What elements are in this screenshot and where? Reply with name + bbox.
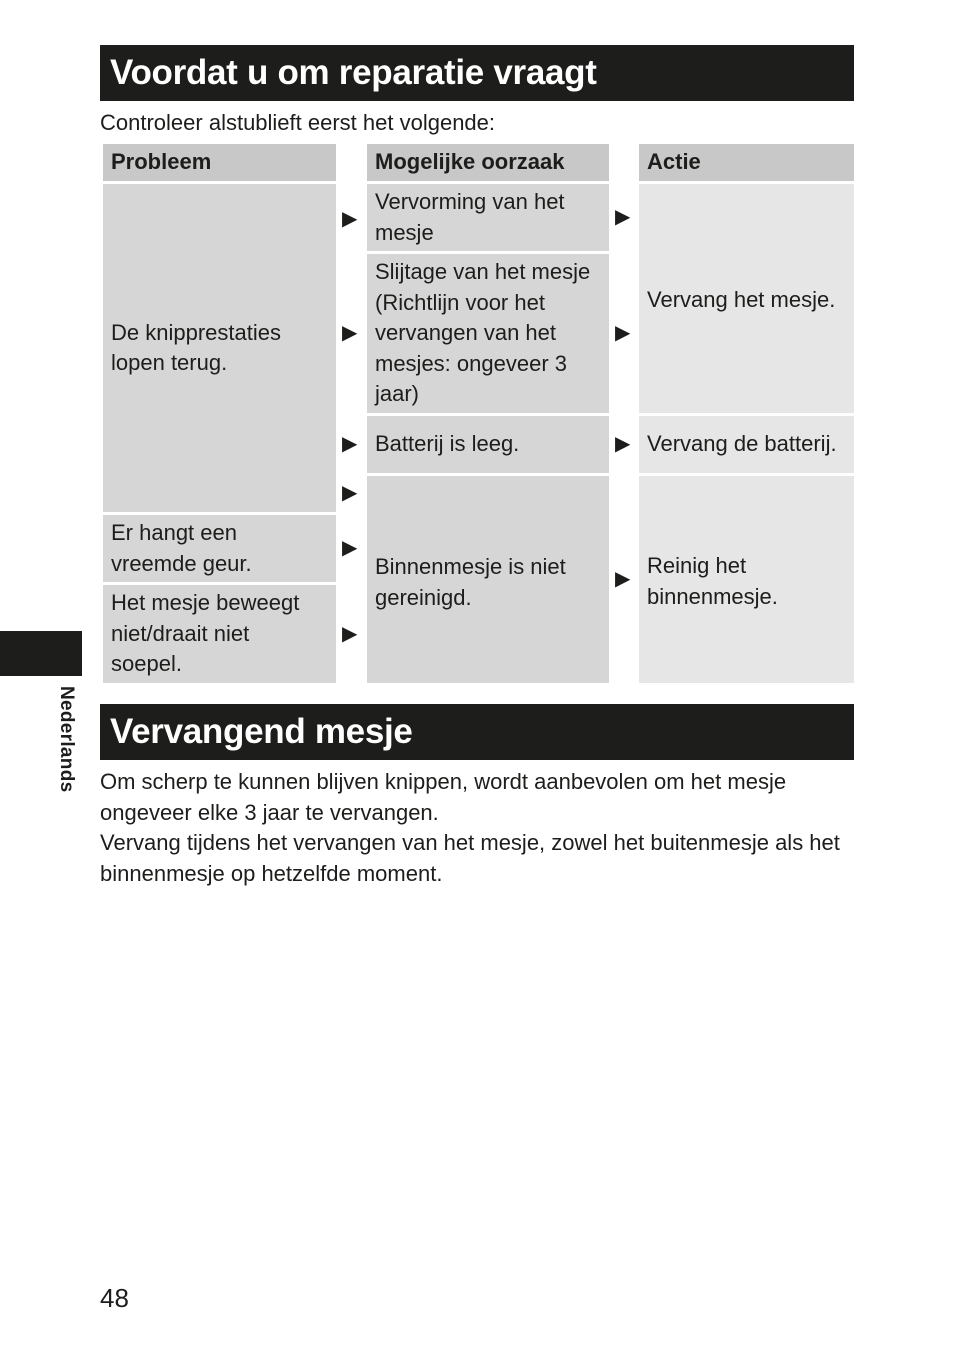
cause-text: Slijtage van het mesje (Richtlijn voor het vervangen van het mesjes: ongeveer 3 jaar) <box>375 259 591 407</box>
page-number: 48 <box>100 1283 129 1313</box>
problem-cell <box>103 585 336 683</box>
action-cell <box>639 416 854 473</box>
problem-text: Het mesje beweegt niet/draait niet soepel. <box>111 590 300 677</box>
arrow-right-icon: ▶ <box>342 208 358 230</box>
problem-text: De knipprestaties lopen terug. <box>111 319 281 375</box>
arrow-right-icon: ▶ <box>615 568 631 590</box>
arrow-right-icon: ▶ <box>615 206 631 228</box>
action-text: Reinig het binnenmesje. <box>647 553 778 609</box>
cause-cell <box>367 184 609 251</box>
arrow-right-icon: ▶ <box>342 537 358 559</box>
action-cell <box>639 476 854 683</box>
action-text: Vervang de batterij. <box>647 431 837 457</box>
header-cause: Mogelijke oorzaak <box>367 144 609 181</box>
action-cell <box>639 184 854 413</box>
arrow-right-icon: ▶ <box>342 322 358 344</box>
section-title-repair: Voordat u om reparatie vraagt <box>100 45 854 101</box>
paragraph: Om scherp te kunnen blijven knippen, wordt aanbevolen om het mesje ongeveer elke 3 jaar te vervangen. <box>100 769 787 825</box>
cause-text: Vervorming van het mesje <box>375 189 565 245</box>
cause-cell <box>367 254 609 413</box>
header-action: Actie <box>639 144 854 181</box>
cause-cell <box>367 476 609 683</box>
arrow-right-icon: ▶ <box>615 433 631 455</box>
problem-cell <box>103 184 336 512</box>
arrow-right-icon: ▶ <box>342 433 358 455</box>
problem-cell <box>103 515 336 582</box>
cause-cell <box>367 416 609 473</box>
cause-text: Batterij is leeg. <box>375 431 520 457</box>
language-label: Nederlands <box>56 686 77 793</box>
intro-text: Controleer alstublieft eerst het volgende: <box>100 110 496 135</box>
arrow-right-icon: ▶ <box>342 623 358 645</box>
paragraph: Vervang tijdens het vervangen van het mesje, zowel het buitenmesje als het binnenmesje op hetzelfde moment. <box>100 830 840 886</box>
arrow-right-icon: ▶ <box>615 322 631 344</box>
language-tab-marker <box>0 631 82 676</box>
action-text: Vervang het mesje. <box>647 287 836 312</box>
cause-text: Binnenmesje is niet gereinigd. <box>375 554 566 610</box>
arrow-right-icon: ▶ <box>342 482 358 504</box>
header-problem: Probleem <box>103 144 336 181</box>
problem-text: Er hangt een vreemde geur. <box>111 520 252 576</box>
section-title-replacement: Vervangend mesje <box>100 704 854 760</box>
